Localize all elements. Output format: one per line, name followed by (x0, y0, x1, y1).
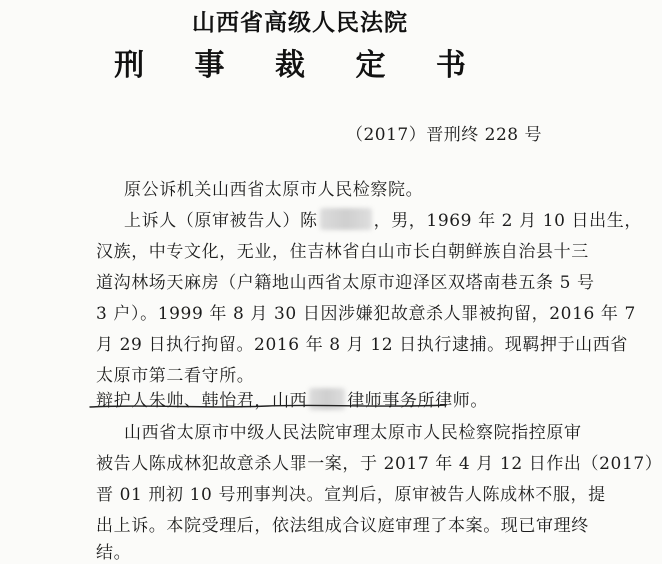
body-line: 太原市第二看守所。 (96, 366, 255, 386)
body-line: 山西省太原市中级人民法院审理太原市人民检察院指控原审 (124, 423, 582, 443)
body-line: 晋 01 刑初 10 号刑事判决。宣判后，原审被告人陈成林不服，提 (96, 485, 606, 505)
handwritten-underline (88, 401, 448, 411)
defender-names: 辩护人朱帅、韩怡君，山西 (96, 391, 308, 411)
court-name: 山西省高级人民法院 (192, 9, 408, 36)
case-number: （2017）晋刑终 228 号 (345, 125, 542, 145)
body-line: 出上诉。本院受理后，依法组成合议庭审理了本案。现已审理终 (96, 516, 589, 536)
appellant-details: ，男，1969 年 2 月 10 日出生， (373, 211, 642, 231)
defender-firm: 律师事务所律师。 (347, 391, 489, 411)
body-line: 汉族，中专文化，无业，住吉林省白山市长白朝鲜族自治县十三 (96, 242, 589, 262)
prosecutor-line: 原公诉机关山西省太原市人民检察院。 (124, 180, 424, 200)
appellant-label: 上诉人（原审被告人）陈 (124, 211, 318, 231)
body-line: 道沟林场天麻房（户籍地山西省太原市迎泽区双塔南巷五条 5 号 (96, 273, 595, 293)
appellant-line (124, 206, 642, 231)
body-line: 月 29 日执行拘留。2016 年 8 月 12 日执行逮捕。现羁押于山西省 (96, 335, 628, 355)
body-line: 被告人陈成林犯故意杀人罪一案，于 2017 年 4 月 12 日作出（2017） (96, 454, 662, 474)
body-line: 结。 (96, 543, 132, 563)
document-title: 刑 事 裁 定 书 (114, 48, 486, 83)
body-line: 3 户）。1999 年 8 月 30 日因涉嫌犯故意杀人罪被拘留，2016 年 7 (96, 304, 636, 324)
redacted-name (320, 208, 372, 230)
